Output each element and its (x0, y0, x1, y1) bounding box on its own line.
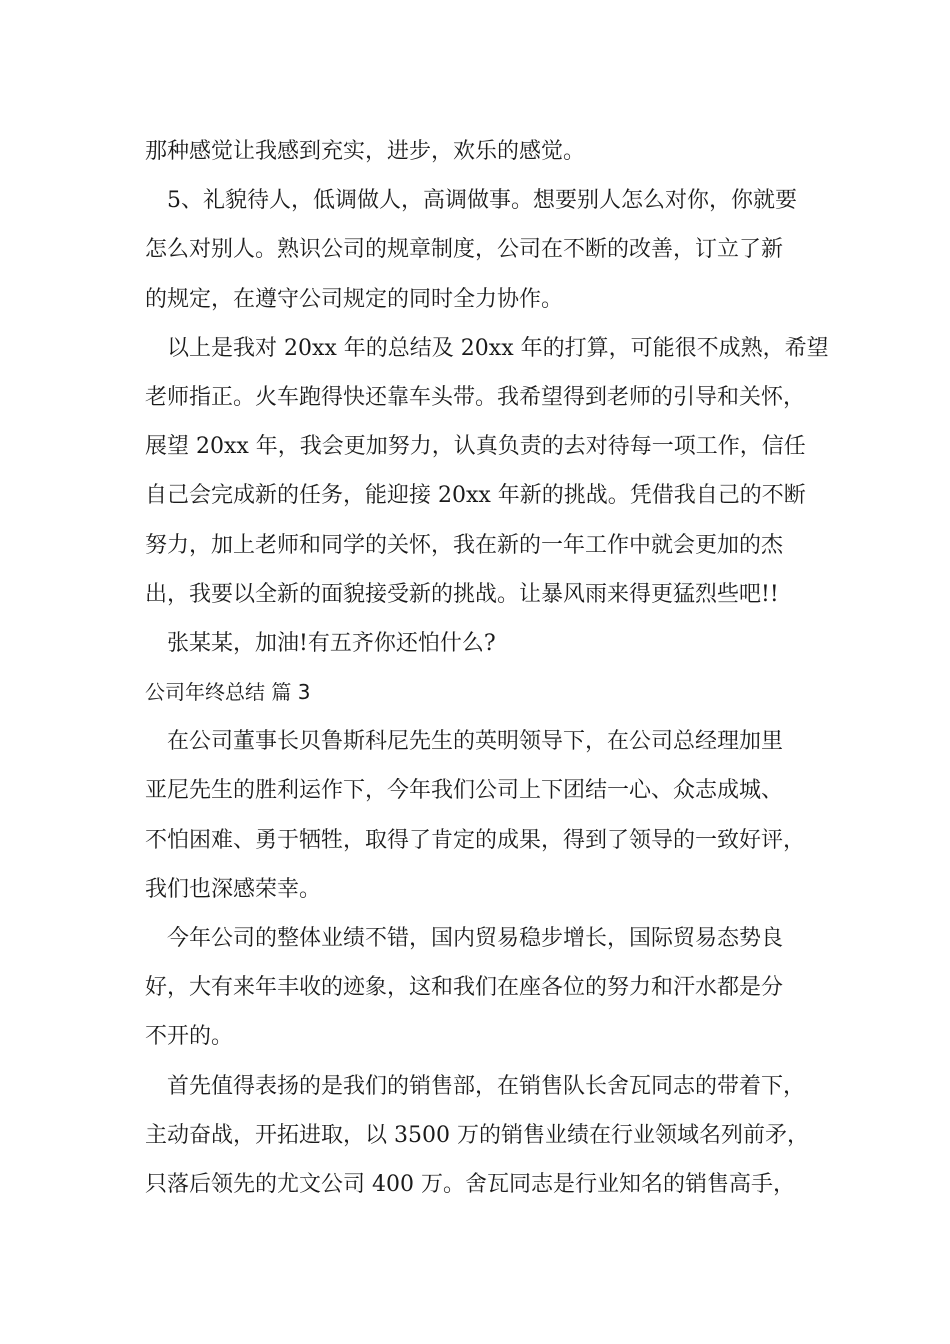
text-line: 展望 20xx 年，我会更加努力，认真负责的去对待每一项工作，信任 (145, 434, 806, 460)
paragraph-first-line: 以上是我对 20xx 年的总结及 20xx 年的打算，可能很不成熟，希望 (167, 335, 829, 361)
text-line: 只落后领先的尤文公司 400 万。舍瓦同志是行业知名的销售高手， (145, 1171, 795, 1197)
text-line: 努力，加上老师和同学的关怀，我在新的一年工作中就会更加的杰 (145, 532, 784, 558)
text-line: 好，大有来年丰收的迹象，这和我们在座各位的努力和汗水都是分 (145, 975, 784, 1001)
text-line: 老师指正。火车跑得快还靠车头带。我希望得到老师的引导和关怀， (145, 384, 806, 410)
paragraph-first-line: 今年公司的整体业绩不错，国内贸易稳步增长，国际贸易态势良 (167, 926, 784, 951)
text-line: 的规定，在遵守公司规定的同时全力协作。 (145, 286, 564, 312)
text-line: 不开的。 (145, 1024, 234, 1050)
text-line: 我们也深感荣幸。 (145, 876, 322, 902)
text-line: 怎么对别人。熟识公司的规章制度，公司在不断的改善，订立了新 (145, 237, 784, 263)
text-line: 自己会完成新的任务，能迎接 20xx 年新的挑战。凭借我自己的不断 (145, 483, 806, 509)
paragraph-first-line: 首先值得表扬的是我们的销售部，在销售队长舍瓦同志的带着下， (167, 1073, 806, 1099)
text-line: 那种感觉让我感到充实，进步，欢乐的感觉。 (145, 139, 586, 164)
text-line: 主动奋战，开拓进取，以 3500 万的销售业绩在行业领域名列前矛， (145, 1122, 809, 1148)
paragraph-first-line: 在公司董事长贝鲁斯科尼先生的英明领导下，在公司总经理加里 (167, 729, 784, 755)
paragraph-first-line: 5、礼貌待人，低调做人，高调做事。想要别人怎么对你，你就要 (167, 188, 797, 214)
paragraph-first-line: 张某某，加油!有五齐你还怕什么? (167, 630, 496, 656)
text-line: 不怕困难、勇于牺牲，取得了肯定的成果，得到了领导的一致好评， (145, 827, 806, 853)
text-line: 亚尼先生的胜利运作下，今年我们公司上下团结一心、众志成城、 (145, 778, 784, 804)
section-heading: 公司年终总结 篇 3 (145, 680, 311, 705)
document-body (145, 127, 829, 1209)
text-line: 出，我要以全新的面貌接受新的挑战。让暴风雨来得更猛烈些吧!! (145, 581, 779, 607)
